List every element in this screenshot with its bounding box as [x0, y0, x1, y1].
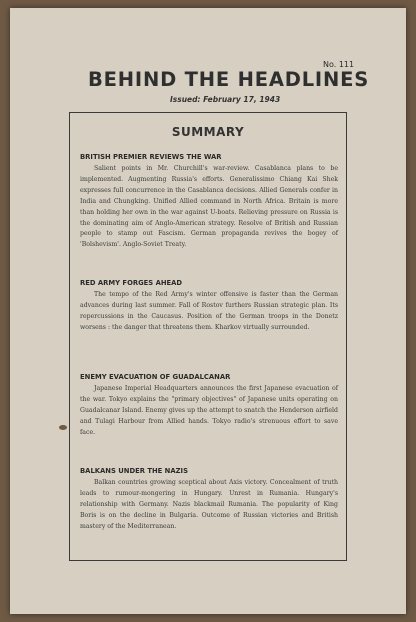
- section-heading: BALKANS UNDER THE NAZIS: [80, 467, 188, 475]
- section-heading: ENEMY EVACUATION OF GUADALCANAR: [80, 373, 231, 381]
- section-body: Salient points in Mr. Churchill's war-review. Casablanca plans to be implemented. Augmenting Russia's efforts. Generalissimo Chiang Kai Shek expresses full concurrence in the Casablanca decisions. Allied Generals confer in India and Chungking. Unified Allied command in North Africa. Britain is more than holding her own in the war against U-boats. Relieving pressure on Russia is the dominating aim of Anglo-American strategy. Resolve of British and Russian people to stamp out Fascism. German propaganda revives the bogey of 'Bolshevism'. Anglo-Soviet Treaty.: [80, 165, 338, 249]
- issue-number: No. 111: [323, 60, 355, 69]
- section-british-premier: [80, 153, 338, 251]
- section-heading: RED ARMY FORGES AHEAD: [80, 279, 183, 287]
- page-title: BEHIND THE HEADLINES: [88, 68, 370, 91]
- section-heading: BRITISH PREMIER REVIEWS THE WAR: [80, 153, 222, 161]
- section-guadalcanar: [80, 373, 338, 439]
- section-red-army: [80, 279, 338, 334]
- document-sheet: [10, 8, 406, 614]
- punch-hole: [59, 425, 67, 430]
- summary-title: SUMMARY: [171, 125, 245, 139]
- issue-date: Issued: February 17, 1943: [170, 95, 281, 104]
- section-balkans: [80, 467, 338, 533]
- section-body: Balkan countries growing sceptical about Axis victory. Concealment of truth leads to rumour-mongering in Hungary. Unrest in Rumania. Hungary's relationship with Germany. Nazis blackmail Rumania. The popularity of King Boris is on the decline in Bulgaria. Outcome of Russian victories and British mastery of the Mediterranean.: [80, 479, 338, 530]
- summary-box: [69, 112, 347, 561]
- section-body: Japanese Imperial Headquarters announces the first Japanese evacuation of the war. Tokyo explains the "primary objectives" of Japanese units operating on Guadalcanar Island. Enemy gives up the attempt to snatch the Henderson airfield and Tulagi Harbour from Allied hands. Tokyo radio's strenuous effort to save face.: [80, 385, 338, 436]
- section-body: The tempo of the Red Army's winter offensive is faster than the German advances during last summer. Fall of Rostov furthers Russian strategic plan. Its repercussions in the Caucasus. Position of the German troops in the Donetz worsens : the danger that threatens them. Kharkov virtually surrounded.: [80, 291, 338, 331]
